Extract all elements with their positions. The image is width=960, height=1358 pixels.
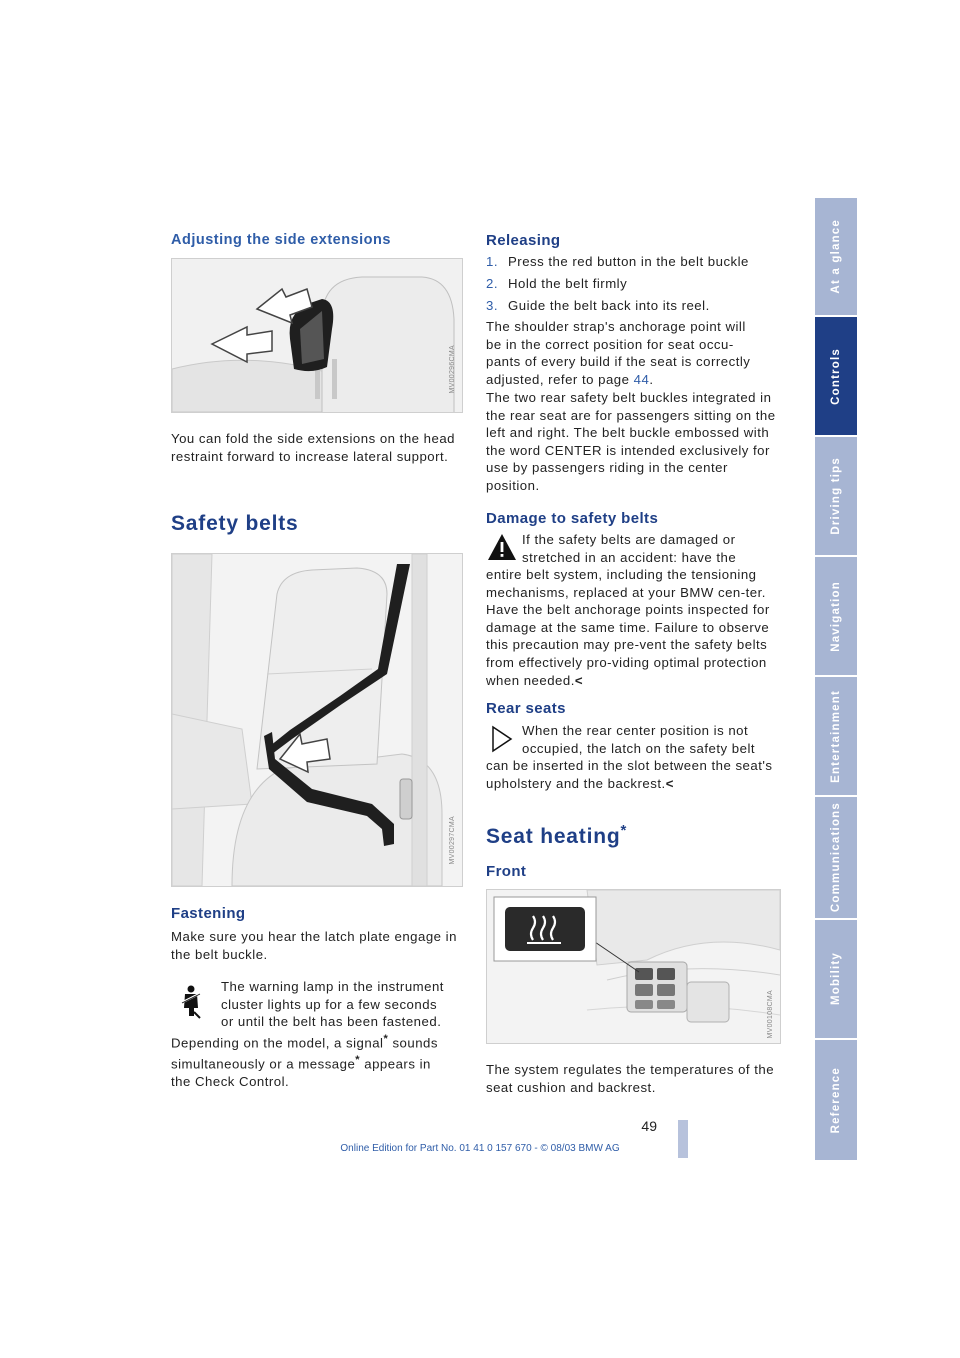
end-mark: < xyxy=(574,672,584,688)
damage-paragraph: entire belt system, including the tensioning mechanisms, replaced at your BMW cen-ter. Have the belt anchorage points inspected for damage at the same time. Failure to observe this precaution may pre-vent the safety belts from effectively pro-viding optimal protection when needed. xyxy=(486,567,770,688)
warning-lamp-line-3: or until the belt has been fastened. xyxy=(221,1014,442,1030)
note-arrow-icon xyxy=(488,725,516,753)
signal-text: Depending on the model, a signal xyxy=(171,1035,384,1051)
seat-heating-title: Seat heating xyxy=(486,825,621,848)
shoulder-line-1: The shoulder strap's anchorage point will xyxy=(486,319,746,334)
releasing-heading: Releasing xyxy=(486,232,561,249)
rear-line-2: occupied, the latch on the safety belt xyxy=(522,740,756,756)
option-star: * xyxy=(383,1033,389,1045)
safety-belt-illustration xyxy=(172,554,462,886)
tab-label: Communications xyxy=(830,802,842,913)
option-star: * xyxy=(355,1053,361,1066)
figure-code: MV00297CMA xyxy=(449,816,456,865)
side-extensions-text: You can fold the side extensions on the head restraint forward to increase lateral support. xyxy=(171,431,455,464)
tab-mobility[interactable] xyxy=(815,920,857,1038)
damage-heading: Damage to safety belts xyxy=(486,510,659,527)
step-text: Hold the belt firmly xyxy=(508,275,628,291)
shoulder-line-4: adjusted, refer to page xyxy=(486,371,630,387)
tab-label: Driving tips xyxy=(830,457,842,535)
page-number: 49 xyxy=(641,1118,657,1134)
safety-belt-figure xyxy=(171,553,463,887)
tab-entertainment[interactable] xyxy=(815,677,857,795)
tab-label: Navigation xyxy=(830,580,842,652)
tab-label: Reference xyxy=(830,1066,842,1134)
warning-lamp-lines xyxy=(221,978,466,1031)
rear-rest-text xyxy=(486,757,782,792)
releasing-steps xyxy=(486,253,781,315)
footer-text: Online Edition for Part No. 01 41 0 157 670 - © 08/03 BMW AG xyxy=(340,1143,620,1154)
period: . xyxy=(649,371,654,387)
tab-controls[interactable] xyxy=(815,317,857,435)
rear-seats-heading: Rear seats xyxy=(486,700,566,717)
rear-paragraph: can be inserted in the slot between the seat's upholstery and the backrest. xyxy=(486,758,773,791)
rear-lines xyxy=(522,722,782,757)
step-number: 1. xyxy=(486,254,498,269)
tab-driving-tips[interactable] xyxy=(815,437,857,555)
front-text: The system regulates the temperatures of the seat cushion and backrest. xyxy=(486,1062,775,1095)
step-number: 2. xyxy=(486,275,498,291)
seat-heating-illustration xyxy=(487,890,780,1043)
tab-at-a-glance[interactable] xyxy=(815,198,857,315)
tab-label: Controls xyxy=(830,347,842,405)
warning-lamp-line-1: The warning lamp in the instrument xyxy=(221,979,444,994)
rear-buckles-text: The two rear safety belt buckles integrated in the rear seat are for passengers sitting on the left and right. The belt buckle embossed with the word CENTER is intended exclusively for use by passengers riding in the center position. xyxy=(486,390,776,493)
check-control-text: the Check Control. xyxy=(171,1073,290,1089)
tab-navigation[interactable] xyxy=(815,557,857,675)
warning-lamp-line-2: cluster lights up for a few seconds xyxy=(221,996,438,1012)
shoulder-line-3: pants of every build if the seat is correctly xyxy=(486,354,751,370)
seatbelt-warning-icon xyxy=(172,982,210,1020)
sounds-text: sounds xyxy=(392,1035,438,1051)
fastening-text: Make sure you hear the latch plate engage in the belt buckle. xyxy=(171,929,457,962)
rear-line-1: When the rear center position is not xyxy=(522,723,749,738)
seat-heating-heading xyxy=(486,822,627,849)
message-text: simultaneously or a message xyxy=(171,1056,356,1072)
tab-label: Mobility xyxy=(830,952,842,1006)
option-star: * xyxy=(620,822,628,839)
fastening-heading: Fastening xyxy=(171,905,246,922)
tab-reference[interactable] xyxy=(815,1040,857,1160)
page-link[interactable]: 44 xyxy=(633,371,650,387)
tab-label: At a glance xyxy=(830,219,842,294)
damage-line-2: stretched in an accident: have the xyxy=(522,549,737,565)
tab-communications[interactable] xyxy=(815,797,857,918)
side-extensions-heading: Adjusting the side extensions xyxy=(171,232,391,248)
step-text: Press the red button in the belt buckle xyxy=(508,254,749,269)
warning-lamp-continuation xyxy=(171,1031,467,1091)
step-number: 3. xyxy=(486,297,498,313)
shoulder-line-2: be in the correct position for seat occu- xyxy=(486,336,734,352)
head-restraint-illustration xyxy=(172,259,462,412)
safety-belts-heading: Safety belts xyxy=(171,512,299,535)
figure-code: MV00108CMA xyxy=(767,990,774,1039)
damage-line-1: If the safety belts are damaged or xyxy=(522,532,736,547)
appears-text: appears in xyxy=(364,1056,431,1072)
figure-code: MV00296CMA xyxy=(449,345,456,394)
warning-triangle-icon xyxy=(487,533,517,561)
end-mark: < xyxy=(665,775,674,791)
seat-heating-figure xyxy=(486,889,781,1044)
shoulder-strap-text xyxy=(486,318,781,388)
damage-lines xyxy=(522,531,782,566)
step-text: Guide the belt back into its reel. xyxy=(508,297,710,313)
tab-label: Entertainment xyxy=(830,689,842,783)
front-heading: Front xyxy=(486,863,527,880)
head-restraint-figure xyxy=(171,258,463,413)
damage-rest-text xyxy=(486,566,782,689)
